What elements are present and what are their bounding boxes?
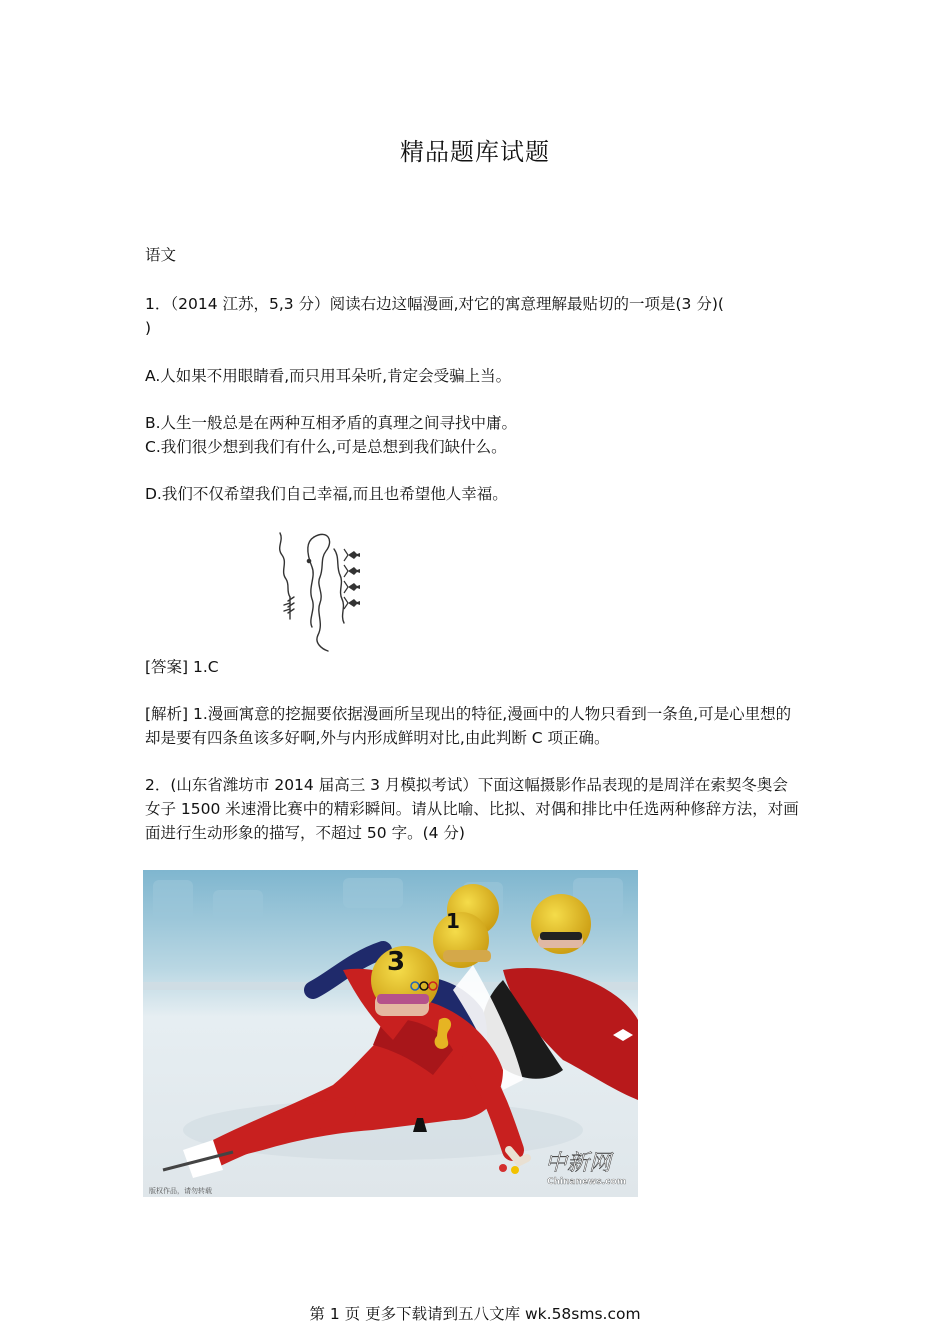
question-2-stem: 2．(山东省潍坊市 2014 届高三 3 月模拟考试）下面这幅摄影作品表现的是周洋在索契冬奥会女子 1500 米速滑比赛中的精彩瞬间。请从比喻、比拟、对偶和排比中任选两种修辞方法，对画面进行生动形象的描写，不超过 50 字。(4 分) [145,776,799,842]
option-d: D.我们不仅希望我们自己幸福,而且也希望他人幸福。 [145,485,508,503]
speed-skating-photo [143,870,638,1197]
option-a: A.人如果不用眼睛看,而只用耳朵听,肯定会受骗上当。 [145,367,512,385]
option-c: C.我们很少想到我们有什么,可是总想到我们缺什么。 [145,438,507,456]
helmet-number-second: 1 [446,909,460,933]
watermark-copyright: 版权作品，请勿转载 [149,1187,212,1195]
analysis-text: [解析] 1.漫画寓意的挖掘要依据漫画所呈现出的特征,漫画中的人物只看到一条鱼,可是心里想的却是要有四条鱼该多好啊,外与内形成鲜明对比,由此判断 C 项正确。 [145,705,792,747]
option-b: B.人生一般总是在两种互相矛盾的真理之间寻找中庸。 [145,414,518,432]
cartoon-image [268,527,373,657]
subject-label: 语文 [145,246,177,264]
watermark-site: Chinanews.com [547,1177,627,1187]
question-1-stem-line2: ) [145,319,152,337]
answer-text: [答案] 1.C [145,658,219,676]
helmet-number-front: 3 [387,947,406,977]
question-1-stem-line1: 1．（2014 江苏，5,3 分）阅读右边这幅漫画,对它的寓意理解最贴切的一项是(3 分)( [145,295,724,313]
page-title: 精品题库试题 [400,138,550,166]
watermark-brand: 中新网 [545,1151,612,1176]
page-footer: 第 1 页 更多下载请到五八文库 wk.58sms.com [309,1305,641,1323]
